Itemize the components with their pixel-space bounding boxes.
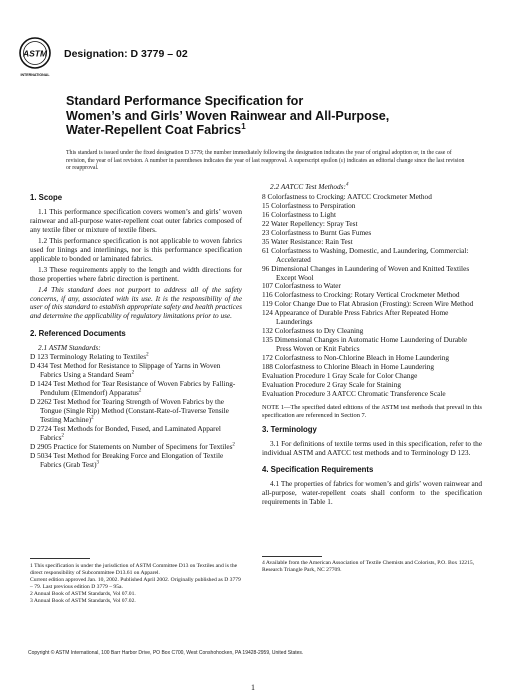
scope-1-3: 1.3 These requirements apply to the length and width directions for those properties where fabric direction is pertinent.: [30, 264, 242, 283]
aatcc-ref-item: Evaluation Procedure 2 Gray Scale for Staining: [262, 379, 402, 389]
astm-ref-item: D 434 Test Method for Resistance to Slippage of Yarns in Woven Fabrics Using a Standard Seam$^2$: [30, 361, 221, 380]
svg-text:INTERNATIONAL: INTERNATIONAL: [20, 73, 50, 77]
astm-ref-item: D 2262 Test Method for Tearing Strength of Woven Fabrics by the Tongue (Single Rip) Method (Constant-Rate-of-Traverse Tensile Testing Machine)$^2$: [30, 397, 229, 424]
footnote-3: 3 Annual Book of ASTM Standards, Vol 07.02.: [30, 598, 136, 604]
right-column: [262, 183, 482, 509]
document-title: [66, 94, 466, 138]
aatcc-ref-item: 8 Colorfastness to Crocking: AATCC Crockmeter Method: [262, 191, 432, 201]
aatcc-methods-label: 2.2 AATCC Test Methods:$^4$: [270, 182, 349, 191]
footnote-1: 1 This specification is under the jurisdiction of ASTM Committee D13 on Textiles and is the direct responsibility of Subcommittee D13.61 on Apparel.: [30, 563, 238, 576]
scope-1-1: 1.1 This performance specification covers women’s and girls’ woven rainwear and all-purpose water-repellent coat outer fabrics composed of any textile fiber or mixture of textile fibers.: [30, 206, 242, 234]
aatcc-ref-item: 15 Colorfastness to Perspiration: [262, 200, 356, 210]
spec-requirements-heading: 4. Specification Requirements: [262, 464, 374, 474]
astm-ref-item: D 123 Terminology Relating to Textiles$^2$: [30, 352, 149, 362]
aatcc-ref-item: 22 Water Repellency: Spray Test: [262, 218, 358, 228]
footnotes-right: [262, 560, 482, 574]
astm-ref-item: D 5034 Test Method for Breaking Force and Elongation of Textile Fabrics (Grab Test)$^3$: [30, 450, 224, 469]
aatcc-ref-item: 23 Colorfastness to Burnt Gas Fumes: [262, 227, 372, 237]
aatcc-ref-item: 96 Dimensional Changes in Laundering of Woven and Knitted Textiles Except Wool: [262, 263, 470, 282]
page-number: 1: [251, 683, 255, 692]
aatcc-ref-item: 61 Colorfastness to Washing, Domestic, and Laundering, Commercial: Accelerated: [262, 245, 469, 264]
aatcc-ref-item: 116 Colorfastness to Crocking: Rotary Vertical Crockmeter Method: [262, 290, 460, 300]
astm-ref-item: D 2905 Practice for Statements on Number of Specimens for Textiles$^2$: [30, 441, 235, 451]
designation: Designation: D 3779 – 02: [64, 48, 188, 60]
astm-ref-item: D 2724 Test Methods for Bonded, Fused, and Laminated Apparel Fabrics$^2$: [30, 423, 221, 442]
footnote-1-edition: Current edition approved Jan. 10, 2002. Published April 2002. Originally published as D 3779 – 79. Last previous edition D 3779 – 95a.: [30, 577, 241, 590]
refdocs-heading: 2. Referenced Documents: [30, 329, 126, 339]
aatcc-ref-item: Evaluation Procedure 3 AATCC Chromatic Transference Scale: [262, 388, 446, 398]
astm-logo-icon: [18, 36, 52, 82]
aatcc-ref-item: 35 Water Resistance: Rain Test: [262, 236, 353, 246]
title-line-2: Women’s and Girls’ Woven Rainwear and All-Purpose,: [66, 108, 390, 123]
scope-1-2: 1.2 This performance specification is not applicable to woven fabrics used for linings and interlinings, nor is this performance specification applicable to bonded or laminated fabrics.: [30, 235, 242, 263]
aatcc-ref-item: 188 Colorfastness to Chlorine Bleach in Home Laundering: [262, 362, 435, 372]
astm-ref-item: D 1424 Test Method for Tear Resistance of Woven Fabrics by Falling-Pendulum (Elmendorf) Apparatus$^2$: [30, 379, 236, 398]
svg-text:ASTM: ASTM: [22, 48, 48, 59]
aatcc-ref-item: 124 Appearance of Durable Press Fabrics After Repeated Home Launderings: [262, 308, 449, 327]
footnote-divider: [262, 556, 322, 557]
title-line-1: Standard Performance Specification for: [66, 94, 304, 108]
scope-1-4: 1.4 This standard does not purport to address all of the safety concerns, if any, associated with its use. It is the responsibility of the user of this standard to establish appropriate safety and health practices and determine the applicability of regulatory limitations prior to use.: [30, 284, 242, 321]
footnote-2: 2 Annual Book of ASTM Standards, Vol 07.01.: [30, 591, 136, 597]
astm-standards-label: 2.1 ASTM Standards:: [38, 343, 101, 353]
aatcc-ref-item: 132 Colorfastness to Dry Cleaning: [262, 326, 364, 336]
aatcc-ref-item: 16 Colorfastness to Light: [262, 209, 336, 219]
note-1: NOTE 1—The specified dated editions of the ASTM test methods that prevail in this specification are referenced in Section 7.: [262, 403, 482, 419]
aatcc-ref-item: Evaluation Procedure 1 Gray Scale for Color Change: [262, 371, 418, 381]
astm-standards-list: [30, 353, 242, 469]
footnotes-left: [30, 563, 242, 605]
terminology-heading: 3. Terminology: [262, 424, 317, 434]
aatcc-ref-item: 172 Colorfastness to Non-Chlorine Bleach in Home Laundering: [262, 353, 450, 363]
aatcc-ref-item: 135 Dimensional Changes in Automatic Home Laundering of Durable Press Woven or Knit Fabrics: [262, 335, 468, 354]
left-column: [30, 188, 242, 470]
footnote-4: 4 Available from the American Association of Textile Chemists and Colorists, P.O. Box 12215, Research Triangle Park, NC 27709.: [262, 560, 475, 573]
copyright-notice: Copyright © ASTM International, 100 Barr Harbor Drive, PO Box C700, West Conshohocken, PA 19428-2959, United States.: [28, 650, 304, 656]
aatcc-methods-list: [262, 193, 482, 399]
footnote-divider: [30, 558, 90, 559]
aatcc-ref-item: 119 Color Change Due to Flat Abrasion (Frosting): Screen Wire Method: [262, 299, 474, 309]
scope-heading: 1. Scope: [30, 193, 63, 202]
issued-notice: This standard is issued under the fixed designation D 3779; the number immediately following the designation indicates the year of original adoption or, in the case of revision, the year of last revision. A number in parentheses indicates the year of last reapproval. A superscript epsilon (ε) indicates an editorial change since the last revision or reapproval.: [66, 150, 465, 171]
title-footnote-mark: 1: [241, 121, 246, 131]
terminology-3-1: 3.1 For definitions of textile terms used in this specification, refer to the individual ASTM and AATCC test methods and to Terminology D 123.: [262, 438, 482, 457]
spec-requirements-4-1: 4.1 The properties of fabrics for women’s and girls’ woven rainwear and all-purpose, water-repellent coats shall conform to the specification requirements in Table 1.: [262, 478, 482, 506]
title-line-3: Water-Repellent Coat Fabrics$^1$: [66, 121, 246, 137]
aatcc-ref-item: 107 Colorfastness to Water: [262, 281, 341, 291]
